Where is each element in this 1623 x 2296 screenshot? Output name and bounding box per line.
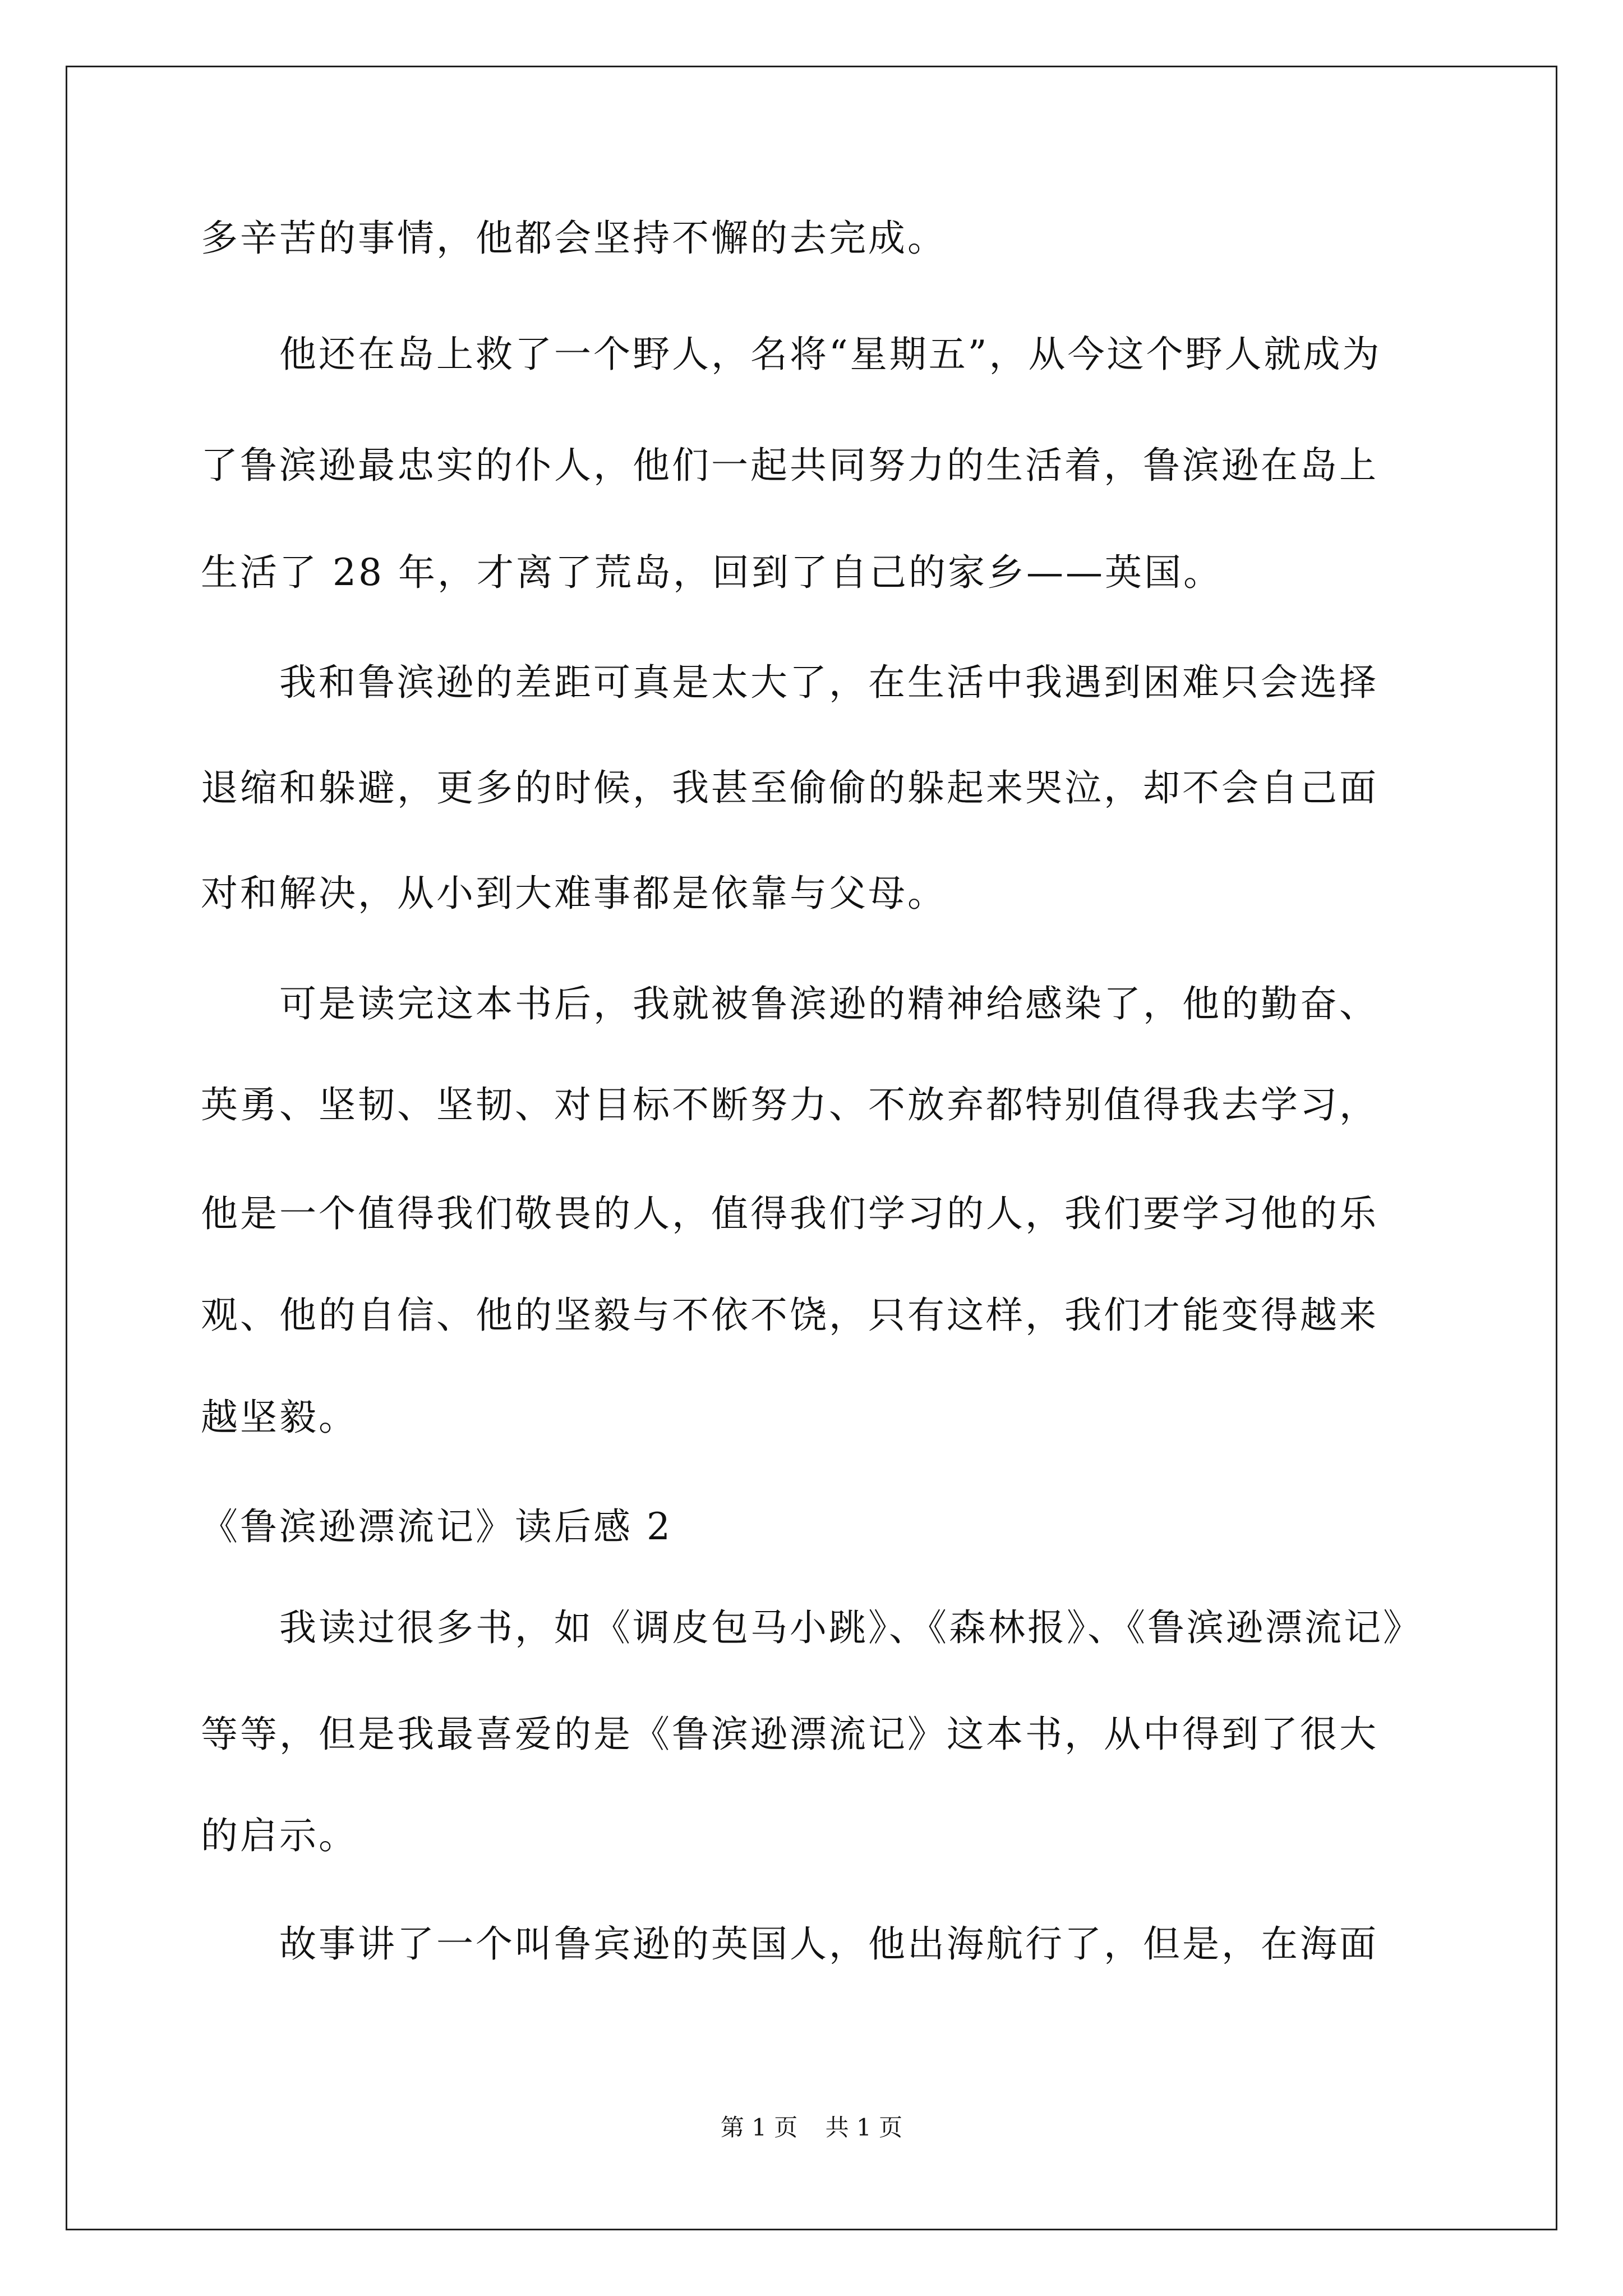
page-footer xyxy=(0,2114,1623,2142)
text-line: 越坚毅。 xyxy=(201,1396,358,1439)
text-line: 的启示。 xyxy=(201,1814,358,1857)
text-line: 故事讲了一个叫鲁宾逊的英国人，他出海航行了，但是，在海面 xyxy=(201,1922,1378,1966)
text-line: 他还在岛上救了一个野人，名将“星期五”，从今这个野人就成为 xyxy=(201,333,1382,376)
text-line: 我读过很多书，如《调皮包马小跳》、《森林报》、《鲁滨逊漂流记》 xyxy=(201,1606,1422,1649)
text-line: 等等，但是我最喜爱的是《鲁滨逊漂流记》这本书，从中得到了很大 xyxy=(201,1713,1378,1756)
text-line: 英勇、坚韧、坚韧、对目标不断努力、不放弃都特别值得我去学习， xyxy=(201,1083,1378,1126)
text-line: 观、他的自信、他的坚毅与不依不饶，只有这样，我们才能变得越来 xyxy=(201,1294,1378,1337)
text-line: 我和鲁滨逊的差距可真是太大了，在生活中我遇到困难只会选择 xyxy=(201,661,1378,704)
text-line: 对和解决，从小到大难事都是依靠与父母。 xyxy=(201,872,947,915)
page-border xyxy=(66,66,1557,2230)
text-line: 多辛苦的事情，他都会坚持不懈的去完成。 xyxy=(201,217,947,260)
text-line: 他是一个值得我们敬畏的人，值得我们学习的人，我们要学习他的乐 xyxy=(201,1192,1378,1235)
text-line: 退缩和躲避，更多的时候，我甚至偷偷的躲起来哭泣，却不会自己面 xyxy=(201,766,1378,809)
section-heading: 《鲁滨逊漂流记》读后感 2 xyxy=(201,1505,672,1548)
text-line: 生活了 28 年，才离了荒岛，回到了自己的家乡——英国。 xyxy=(201,551,1223,594)
page-total: 共 1 页 xyxy=(825,2114,903,2141)
text-line: 了鲁滨逊最忠实的仆人，他们一起共同努力的生活着，鲁滨逊在岛上 xyxy=(201,444,1378,487)
text-line: 可是读完这本书后，我就被鲁滨逊的精神给感染了，他的勤奋、 xyxy=(201,982,1378,1025)
page-number: 第 1 页 xyxy=(720,2114,798,2141)
